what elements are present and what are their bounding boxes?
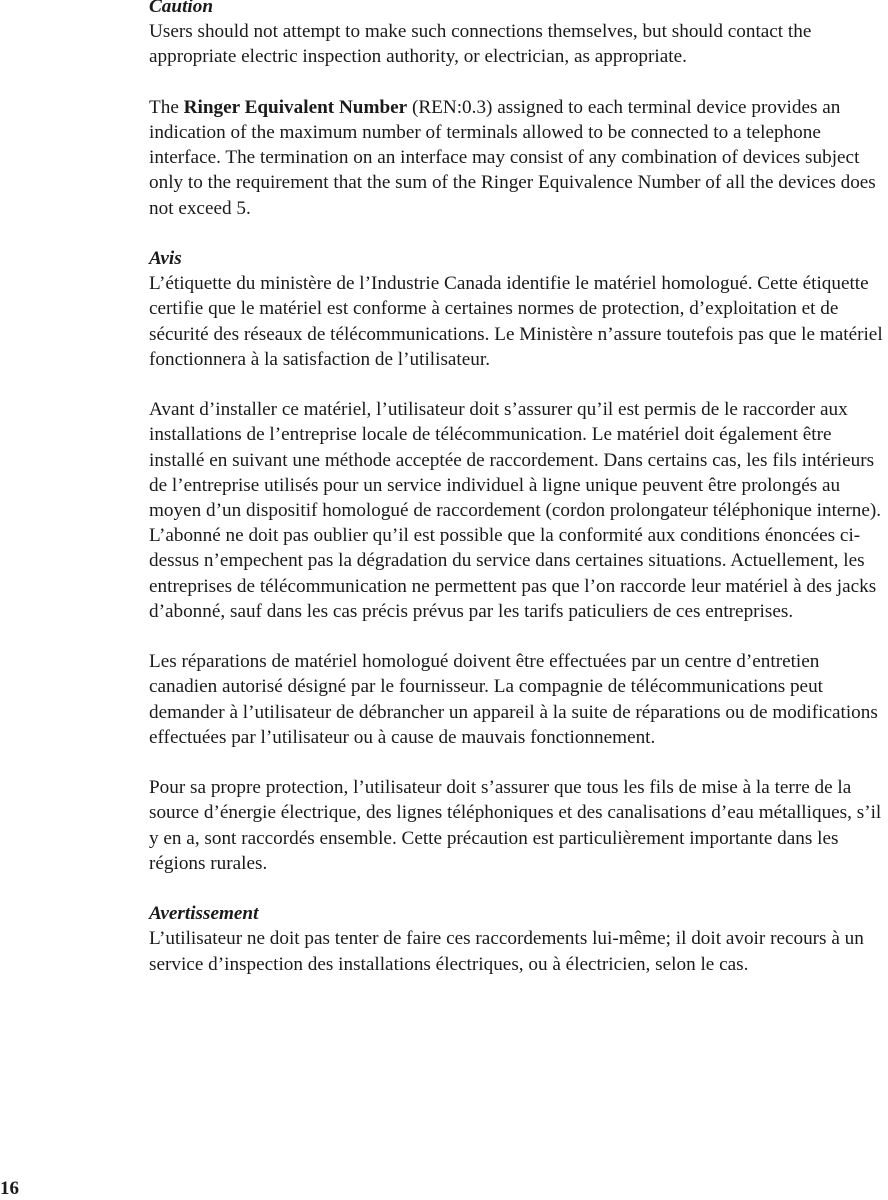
protection-section	[149, 775, 887, 876]
avis-section	[149, 246, 887, 372]
ren-prefix: The	[149, 96, 184, 118]
caution-section	[149, 0, 887, 70]
avant-section	[149, 397, 887, 624]
document-body	[149, 0, 887, 1002]
page-number: 16	[0, 1178, 19, 1199]
caution-text: Users should not attempt to make such connections themselves, but should contact the appropriate electric inspection authority, or electrician, as appropriate.	[149, 21, 812, 68]
ren-text: (REN:0.3) assigned to each terminal device provides an indication of the maximum number of terminals allowed to be connected to a telephone interface. The termination on an interface may consist of any combination of devices subject only to the requirement that the sum of the Ringer Equivalence Number of all the devices does not exceed 5.	[149, 96, 876, 219]
ren-paragraph	[149, 95, 887, 221]
caution-heading: Caution	[149, 0, 213, 17]
avertissement-text: L’utilisateur ne doit pas tenter de faire ces raccordements lui-même; il doit avoir recours à un service d’inspection des installations électriques, ou à électricien, selon le cas.	[149, 928, 864, 975]
reparations-section	[149, 649, 887, 750]
ren-term: Ringer Equivalent Number	[183, 96, 408, 118]
avertissement-section	[149, 901, 887, 977]
ren-section	[149, 95, 887, 221]
avant-text: Avant d’installer ce matériel, l’utilisateur doit s’assurer qu’il est permis de le raccorder aux installations de l’entreprise locale de télécommunication. Le matériel doit également être installé en suivant une méthode acceptée de raccordement. Dans certains cas, les fils intérieurs de l’entreprise utilisés pour un service individuel à ligne unique peuvent être prolongés au moyen d’un dispositif homologué de raccordement (cordon prolongateur téléphonique interne). L’abonné ne doit pas oublier qu’il est possible que la conformité aux conditions énoncées ci-dessus n’empechent pas la dégradation du service dans certaines situations. Actuellement, les entreprises de télécommunication ne permettent pas que l’on raccorde leur matériel à des jacks d’abonné, sauf dans les cas précis prévus par les tarifs paticuliers de ces entreprises.	[149, 399, 882, 622]
avis-text: L’étiquette du ministère de l’Industrie Canada identifie le matériel homologué. Cette étiquette certifie que le matériel est conforme à certaines normes de protection, d’exploitation et de sécurité des réseaux de télécommunications. Le Ministère n’assure toutefois pas que le matériel fonctionnera à la satisfaction de l’utilisateur.	[149, 273, 883, 370]
avis-heading: Avis	[149, 248, 182, 269]
avertissement-heading: Avertissement	[149, 903, 259, 925]
reparations-text: Les réparations de matériel homologué doivent être effectuées par un centre d’entretien canadien autorisé désigné par le fournisseur. La compagnie de télécommunications peut demander à l’utilisateur de débrancher un appareil à la suite de réparations ou de modifications effectuées par l’utilisateur ou à cause de mauvais fonctionnement.	[149, 651, 878, 748]
protection-text: Pour sa propre protection, l’utilisateur doit s’assurer que tous les fils de mise à la terre de la source d’énergie électrique, des lignes téléphoniques et des canalisations d’eau métalliques, s’il y en a, sont raccordés ensemble. Cette précaution est particulièrement importante dans les régions rurales.	[149, 777, 882, 874]
